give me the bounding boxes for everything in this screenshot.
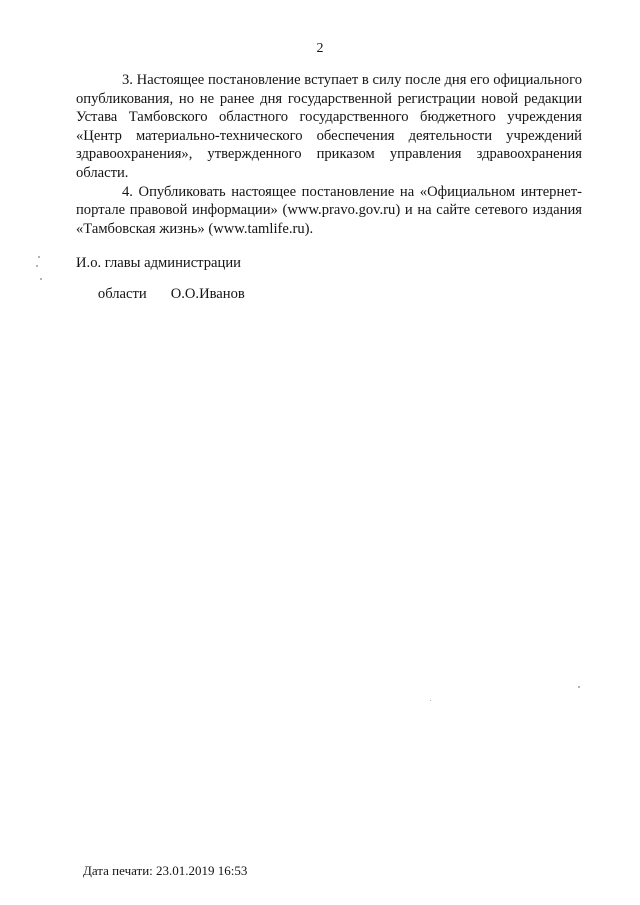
scan-speck <box>578 686 580 688</box>
signature-title-line2: области <box>97 286 147 302</box>
scan-speck <box>40 278 42 280</box>
paragraph-4: 4. Опубликовать настоящее постановление на «Официальном интернет-портале правовой информации» (www.pravo.gov.ru) и на сайте сетевого издания «Тамбовская жизнь» (www.tamlife.ru). <box>76 183 582 237</box>
scan-speck <box>36 265 38 267</box>
signature-block <box>76 256 245 318</box>
scan-speck <box>38 256 40 258</box>
signature-title-line1: И.о. главы администрации <box>76 255 241 271</box>
signatory-name: О.О.Иванов <box>170 286 245 302</box>
print-date: Дата печати: 23.01.2019 16:53 <box>83 863 248 878</box>
document-body <box>76 71 582 238</box>
scan-speck <box>430 700 431 701</box>
paragraph-3: 3. Настоящее постановление вступает в силу после дня его официального опубликования, но не ранее дня государственной регистрации новой редакции Устава Тамбовского областного государственного бюджетного учреждения «Центр материально-технического обеспечения деятельности учреждений здравоохранения», утвержденного приказом управления здравоохранения области. <box>76 72 582 181</box>
page-number: 2 <box>316 41 324 56</box>
